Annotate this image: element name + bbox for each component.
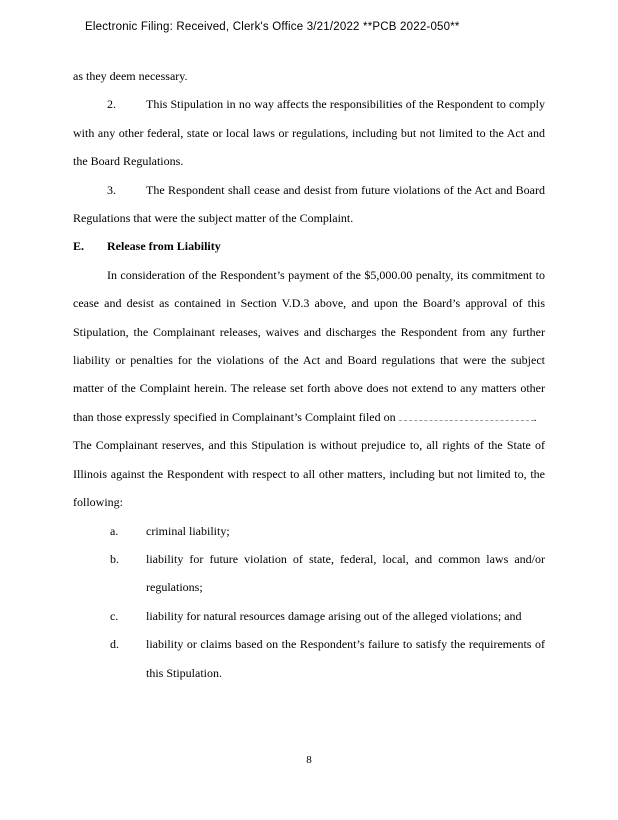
reserved-item-a bbox=[73, 517, 545, 545]
reserved-item-b bbox=[73, 545, 545, 602]
blank-terminator: . bbox=[533, 409, 537, 424]
paragraph-text: The Respondent shall cease and desist from future violations of the Act and Board Regulations that were the subject matter of the Complaint. bbox=[73, 182, 545, 226]
paragraph-text: This Stipulation in no way affects the responsibilities of the Respondent to comply with any other federal, state or local laws or regulations, including but not limited to the Act and the Board Regulations. bbox=[73, 97, 545, 169]
reservation-paragraph bbox=[73, 431, 545, 516]
item-text: liability for natural resources damage arising out of the alleged violations; and bbox=[146, 608, 522, 623]
release-paragraph bbox=[73, 261, 545, 431]
reserved-item-c bbox=[73, 602, 545, 630]
item-letter: c. bbox=[110, 608, 119, 623]
reservation-paragraph-text: The Complainant reserves, and this Stipulation is without prejudice to, all rights of the State of Illinois against the Respondent with respect to all other matters, including but not limited to, the following: bbox=[73, 438, 545, 510]
document-body bbox=[73, 62, 545, 687]
section-heading-release-from-liability bbox=[73, 232, 545, 260]
page-number: 8 bbox=[306, 754, 312, 766]
numbered-paragraph-3 bbox=[73, 176, 545, 233]
section-letter: E. bbox=[73, 239, 85, 254]
reserved-item-d bbox=[73, 630, 545, 687]
item-letter: b. bbox=[110, 551, 119, 566]
document-page bbox=[0, 20, 618, 820]
section-title: Release from Liability bbox=[107, 239, 221, 254]
item-letter: a. bbox=[110, 523, 119, 538]
item-text: liability for future violation of state, federal, local, and common laws and/or regulations; bbox=[146, 551, 545, 595]
release-paragraph-text: In consideration of the Respondent’s payment of the $5,000.00 penalty, its commitment to cease and desist as contained in Section V.D.3 above, and upon the Board’s approval of this Stipulation, the Complainant releases, waives and discharges the Respondent from any further liability or penalties for the violations of the Act and Board regulations that were the subject matter of the Complaint herein. The release set forth above does not extend to any matters other than those expressly specified in Complainant’s Complaint filed on bbox=[73, 267, 545, 424]
filing-date-blank bbox=[399, 409, 534, 421]
item-text: criminal liability; bbox=[146, 523, 230, 538]
numbered-paragraph-2 bbox=[73, 90, 545, 175]
item-text: liability or claims based on the Respondent’s failure to satisfy the requirements of this Stipulation. bbox=[146, 637, 545, 680]
electronic-filing-banner: Electronic Filing: Received, Clerk's Office 3/21/2022 **PCB 2022-050** bbox=[85, 21, 460, 33]
paragraph-number: 2. bbox=[107, 97, 116, 112]
paragraph-number: 3. bbox=[107, 182, 116, 197]
item-letter: d. bbox=[110, 637, 119, 652]
opening-line: as they deem necessary. bbox=[73, 69, 188, 83]
